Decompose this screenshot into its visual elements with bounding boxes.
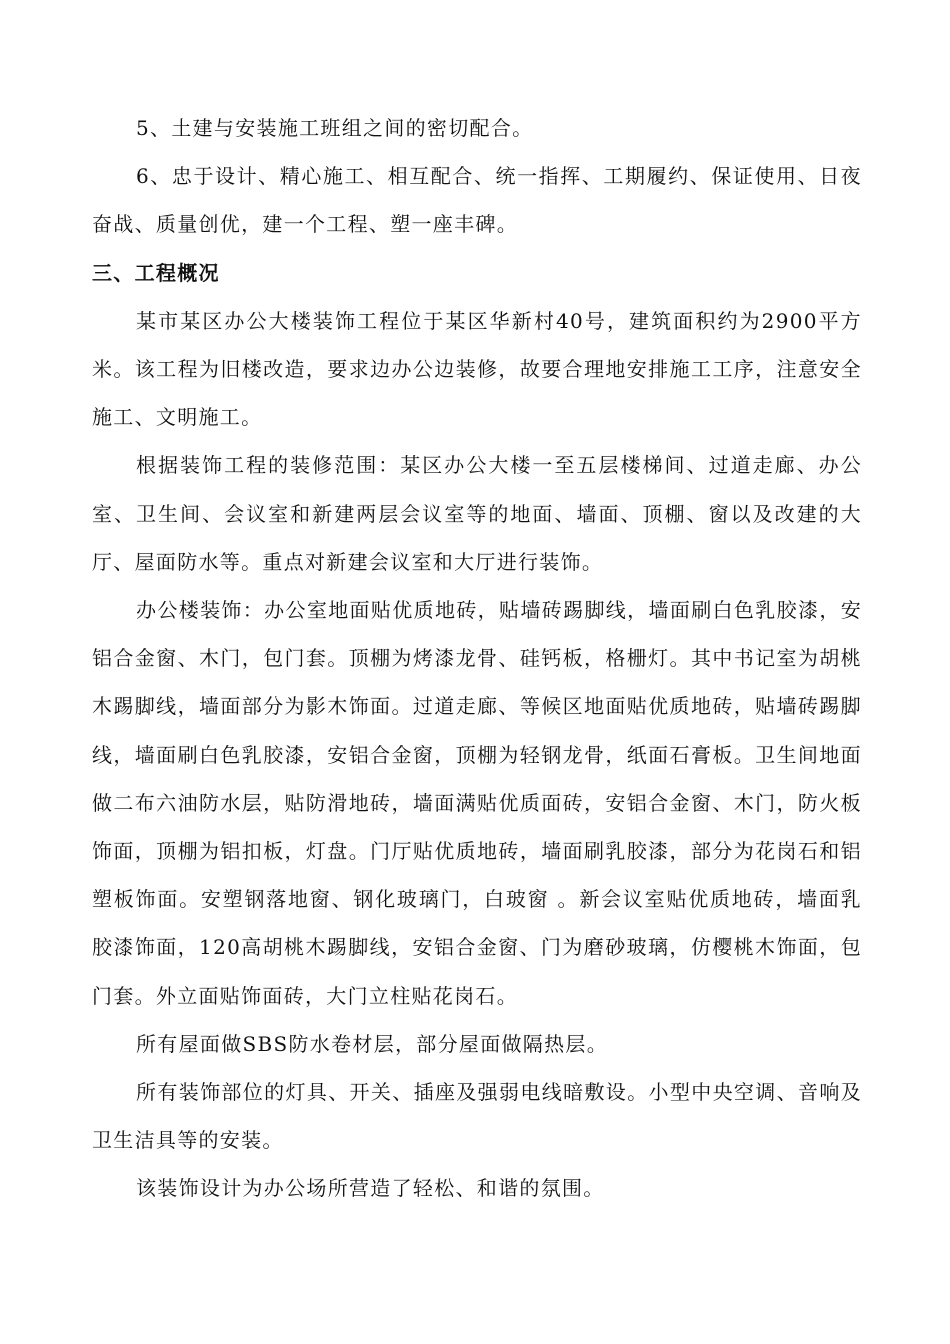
section-heading: 三、工程概况: [92, 260, 220, 285]
electrical-paragraph: 所有装饰部位的灯具、开关、插座及强弱电线暗敷设。小型中央空调、音响及卫生洁具等的安装。: [92, 1080, 862, 1153]
paragraph-item-6: 6、忠于设计、精心施工、相互配合、统一指挥、工期履约、保证使用、日夜奋战、质量创优，建一个工程、塑一座丰碑。: [92, 164, 862, 237]
summary-paragraph: 该装饰设计为办公场所营造了轻松、和谐的氛围。: [136, 1176, 605, 1201]
scope-paragraph: 根据装饰工程的装修范围：某区办公大楼一至五层楼梯间、过道走廊、办公室、卫生间、会议室和新建两层会议室等的地面、墙面、顶棚、窗以及改建的大厅、屋面防水等。重点对新建会议室和大厅进行装饰。: [92, 453, 862, 574]
office-decoration-paragraph: 办公楼装饰：办公室地面贴优质地砖，贴墙砖踢脚线，墙面刷白色乳胶漆，安铝合金窗、木门，包门套。顶棚为烤漆龙骨、硅钙板，格栅灯。其中书记室为胡桃木踢脚线，墙面部分为影木饰面。过道走廊、等候区地面贴优质地砖，贴墙砖踢脚线，墙面刷白色乳胶漆，安铝合金窗，顶棚为轻钢龙骨，纸面石膏板。卫生间地面做二布六油防水层，贴防滑地砖，墙面满贴优质面砖，安铝合金窗、木门，防火板饰面，顶棚为铝扣板，灯盘。门厅贴优质地砖，墙面刷乳胶漆，部分为花岗石和铝塑板饰面。安塑钢落地窗、钢化玻璃门，白玻窗 。新会议室贴优质地砖，墙面乳胶漆饰面，120高胡桃木踢脚线，安铝合金窗、门为磨砂玻璃，仿樱桃木饰面，包门套。外立面贴饰面砖，大门立柱贴花岗石。: [92, 598, 862, 1008]
project-location-paragraph: 某市某区办公大楼装饰工程位于某区华新村40号，建筑面积约为2900平方米。该工程为旧楼改造，要求边办公边装修，故要合理地安排施工工序，注意安全施工、文明施工。: [92, 308, 862, 430]
document-body: [92, 104, 862, 1213]
roof-paragraph: 所有屋面做SBS防水卷材层，部分屋面做隔热层。: [136, 1031, 608, 1056]
paragraph-item-5: 5、土建与安装施工班组之间的密切配合。: [136, 116, 534, 140]
